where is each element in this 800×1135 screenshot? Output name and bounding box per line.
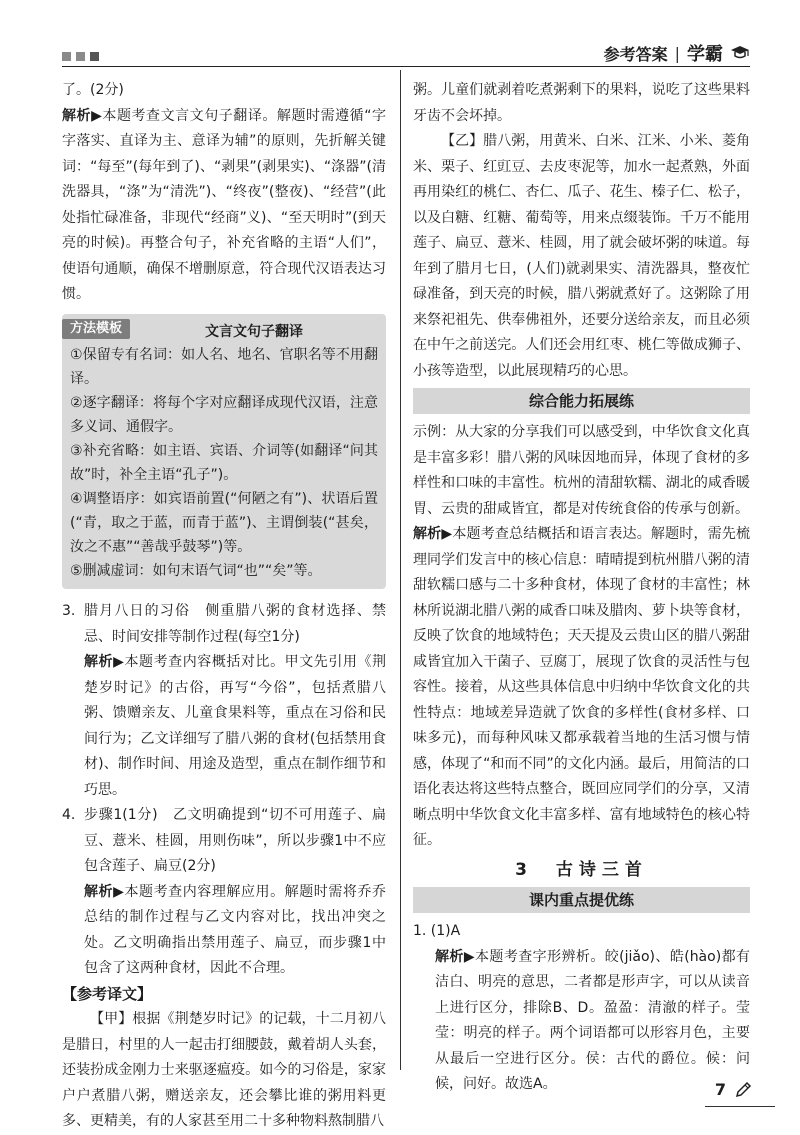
graduation-cap-icon	[730, 45, 750, 61]
analysis-label: 解析	[84, 654, 114, 670]
footer-rule	[705, 1106, 775, 1107]
header-title	[604, 40, 750, 66]
method-item: ②逐字翻译：将每个字对应翻译成现代汉语，注意多义词、通假字。	[70, 395, 378, 435]
intro-text: 了。(2分)	[62, 82, 124, 98]
header-brand: 学霸	[687, 44, 723, 65]
question-analysis	[62, 880, 386, 982]
analysis-label: 解析	[84, 883, 114, 900]
column-divider	[400, 70, 401, 1070]
analysis-text: ▶本题考查内容理解应用。解题时需将乔乔总结的制作过程与乙文内容对比，找出冲突之处。乙文明确指出禁用莲子、扁豆，而步骤1中包含了这两种食材，因此不合理。	[84, 883, 387, 976]
example-answer: 示例：从大家的分享我们可以感受到，中华饮食文化真是丰富多彩！腊八粥的风味因地而异，体现了食材的多样性和口味的丰富性。杭州的清甜软糯、湖北的咸香暖胃、云贵的甜咸皆宜，都是对传统食俗的传承与创新。	[413, 424, 750, 517]
header-rule	[62, 66, 750, 67]
header-decoration	[62, 52, 99, 61]
question-4	[62, 803, 386, 880]
section-heading: 综合能力拓展练	[413, 388, 750, 414]
header-label: 参考答案	[603, 44, 668, 64]
question-answer: 腊月八日的习俗 侧重腊八粥的食材选择、禁忌、时间安排等制作过程(每空1分)	[84, 603, 386, 645]
page-footer	[715, 1080, 752, 1099]
question-answer: 步骤1(1分) 乙文明确提到“切不可用莲子、扁豆、薏米、桂圆，用则伤味”，所以步骤1中不应包含莲子、扁豆(2分)	[84, 807, 386, 874]
analysis-label: 解析	[62, 107, 92, 124]
method-title: 文言文句子翻译	[205, 324, 303, 340]
question-3	[62, 599, 386, 650]
method-item: ④调整语序：如宾语前置(“何陋之有”)、状语后置(“青，取之于蓝，而青于蓝”)、主谓倒装(“甚矣，汝之不惠”“善哉乎鼓琴”)等。	[70, 491, 378, 555]
reference-translation-text: 【甲】根据《荆楚岁时记》的记载，十二月初八是腊日，村里的人一起击打细腰鼓，戴着胡人头套，还装扮成金刚力士来驱逐瘟疫。如今的习俗是，家家户户煮腊八粥，赠送亲友，还会攀比谁的粥用料更多、更精美，有的人家甚至用二十多种物料熬制腊八	[62, 1011, 386, 1129]
question-number: 3.	[62, 603, 76, 619]
lesson-title: 3 古诗三首	[515, 859, 648, 880]
analysis-text: ▶本题考查内容概括对比。甲文先引用《荆楚岁时记》的古俗，再写“今俗”，包括煮腊八粥、馈赠亲友、儿童食果料等，重点在习俗和民间行为；乙文详细写了腊八粥的食材(包括禁用食材)、制作时间、用途及造型，重点在制作细节和巧思。	[84, 654, 387, 798]
method-item: ①保留专有名词：如人名、地名、官职名等不用翻译。	[70, 347, 378, 387]
analysis-text: ▶本题考查总结概括和语言表达。解题时，需先梳理同学们发言中的核心信息：晴晴提到杭州腊八粥的清甜软糯口感与二十多种食材，体现了食材的丰富性；林林所说湖北腊八粥的咸香口味及腊肉、萝卜块等食材，反映了饮食的地域特色；天天提及云贵山区的腊八粥甜咸皆宜加入干菌子、豆腐丁，展现了饮食的灵活性与包容性。接着，从这些具体信息中归纳中华饮食文化的共性特点：地域差异造就了饮食的多样性(食材多样、口味多元)，而每种风味又都承载着当地的生活习惯与情感，体现了“和而不同”的文化内涵。最后，用简洁的口语化表达将这些特点整合，既回应同学们的分享，又清晰点明中华饮食文化丰富多样、富有地域特色的核心特征。	[413, 526, 751, 848]
analysis-label: 解析	[413, 526, 442, 542]
question-analysis	[62, 650, 386, 803]
translation-yi: 【乙】腊八粥，用黄米、白米、江米、小米、菱角米、栗子、红豇豆、去皮枣泥等，加水一起煮熟，外面再用染红的桃仁、杏仁、瓜子、花生、榛子仁、松子，以及白糖、红糖、葡萄等，用来点缀装饰。千万不能用莲子、扁豆、薏米、桂圆，用了就会破坏粥的味道。每年到了腊月七日，(人们)就剥果实、清洗器具，整夜忙碌准备，到天亮的时候，腊八粥就煮好了。这粥除了用来祭祀祖先、供奉佛祖外，还要分送给亲友，而且必须在中午之前送完。人们还会用红枣、桃仁等做成狮子、小孩等造型，以此展现精巧的心思。	[413, 133, 750, 379]
question-analysis	[413, 945, 750, 1098]
pen-icon	[734, 1081, 752, 1099]
question-answer: 1. (1)A	[413, 923, 461, 939]
analysis-label: 解析	[435, 948, 464, 965]
analysis-text: ▶本题考查文言文句子翻译。解题时需遵循“字字落实、直译为主、意译为辅”的原则，先折解关键词：“每至”(每年到了)、“剥果”(剥果实)、“涤器”(清洗器具，“涤”为“清洗”)、“终夜”(整夜)、“经营”(此处指忙碌准备，非现代“经商”义)、“至天明时”(到天亮的时候)。再整合句子，补充省略的主语“人们”，使语句通顺，确保不增删原意，符合现代汉语表达习惯。	[62, 107, 386, 302]
analysis-text: ▶本题考查字形辨析。皎(jiǎo)、皓(hào)都有洁白、明亮的意思，二者都是形声字，可以从读音上进行区分，排除B、D。盈盈：清澈的样子。莹莹：明亮的样子。两个词语都可以形容月色，主要从最后一空进行区分。侯：古代的爵位。候：问候，问好。故选A。	[435, 948, 750, 1092]
header-separator: |	[674, 43, 680, 63]
right-column	[413, 78, 750, 1098]
translation-continued: 粥。儿童们就剥着吃煮粥剩下的果料，说吃了这些果料牙齿不会坏掉。	[413, 82, 750, 124]
method-tag: 方法模板	[62, 319, 130, 339]
page-number: 7	[714, 1080, 726, 1099]
analysis-paragraph	[62, 104, 386, 308]
method-item: ③补充省略：如主语、宾语、介词等(如翻译“问其故”时，补全主语“孔子”)。	[70, 443, 378, 483]
section-heading: 课内重点提优练	[413, 887, 750, 913]
method-item: ⑤删减虚词：如句末语气词“也”“矣”等。	[70, 563, 322, 579]
page-header	[0, 0, 800, 66]
left-column	[62, 78, 386, 1135]
reference-translation-title: 【参考译文】	[62, 984, 153, 1003]
question-number: 4.	[62, 807, 76, 823]
analysis-paragraph	[413, 522, 750, 854]
method-template-box	[62, 314, 386, 590]
